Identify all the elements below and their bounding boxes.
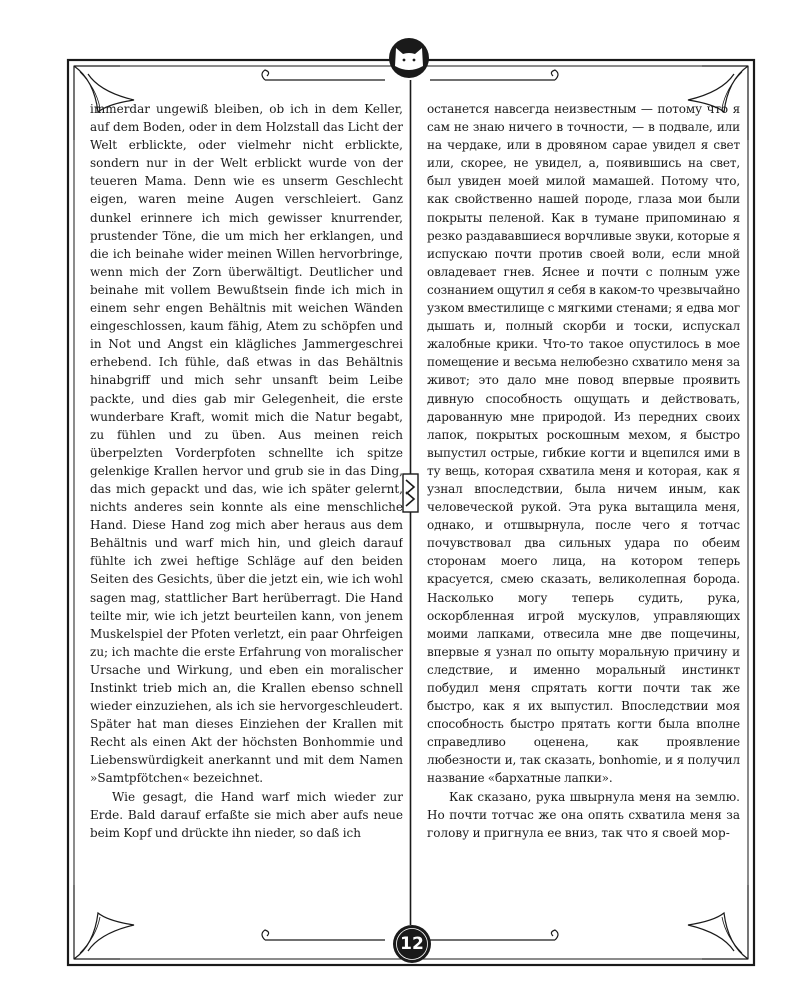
cat-head-icon [389,38,429,78]
right-paragraph: Как сказано, рука швырнула меня на землю. Но почти тотчас же она опять схватила меня за голову и пригнула ее вниз, так что я своей мор- [427,789,740,840]
page-number: 12 [400,934,424,954]
left-paragraph: immerdar ungewiß bleiben, ob ich in dem Keller, auf dem Boden, oder in dem Holzstall das Licht der Welt erblickte, oder vielmehr nicht erblickte, sondern nur in der Welt erblickt wurde von der teueren Mama. Denn wie es unserm Geschlecht eigen, waren meine Augen verschleiert. Ganz dunkel erinnere ich mich gewisser knurrender, prustender Töne, die um mich her erklangen, und die ich beinahe wider meinen Willen hervorbringe, wenn mich der Zorn überwältigt. Deutlicher und beinahe mit vollem Bewußtsein finde ich mich in einem sehr engen Behältnis mit weichen Wänden eingeschlossen, kaum fähig, Atem zu schöpfen und in Not und Angst ein klägliches Jammergeschrei erhebend. Ich fühle, daß etwas in das Behältnis hinabgriff und mich sehr unsanft beim Leibe packte, und dies gab mir Gelegenheit, die erste wunderbare Kraft, womit mich die Natur begabt, zu fühlen und zu üben. Aus meinen reich überpelzten Vorderpfoten schnellte ich spitze gelenkige Krallen hervor und grub sie in das Ding, das mich gepackt und das, wie ich später gelernt, nichts anderes sein konnte als eine menschliche Hand. Diese Hand zog mich aber heraus aus dem Behältnis und warf mich hin, und gleich darauf fühlte ich zwei heftige Schläge auf den beiden Seiten des Gesichts, über die jetzt ein, wie ich wohl sagen mag, stattlicher Bart herüberragt. Die Hand teilte mir, wie ich jetzt beurteilen kann, von jenem Muskelspiel der Pfoten verletzt, ein paar Ohrfeigen zu; ich machte die erste Erfahrung von moralischer Ursache und Wirkung, und eben ein moralischer Instinkt trieb mich an, die Krallen ebenso schnell wieder einzuziehen, als ich sie hervorgeschleudert. Später hat man dieses Einziehen der Krallen mit Recht als einen Akt der höchsten Bonhommie und Liebenswürdigkeit anerkannt und mit dem Namen »Samtpfötchen« bezeichnet. [90,102,403,786]
right-text-column [427,100,740,918]
left-text-column [90,100,403,918]
divider-ornament [403,474,418,512]
right-paragraph: останется навсегда неизвестным — потому что я сам не знаю ничего в точности, — в подвале, или на чердаке, или в дровяном сарае увидел я свет или, скорее, не увидел, а, появившись на свет, был увиден моей милой мамашей. Потому что, как свойственно нашей породе, глаза мои были покрыты пеленой. Как в тумане припоминаю я резко раздававшиеся ворчливые звуки, которые я испускаю почти против своей воли, если мной овладевает гнев. Яснее и почти с полным уже сознанием ощутил я себя в каком-то чрезвычайно узком вместилище с мягкими стенами; я едва мог дышать и, полный скорби и тоски, испускал жалобные крики. Что-то такое опустилось в мое помещение и весьма нелюбезно схватило меня за живот; это дало мне повод впервые проявить дивную способность ощущать и действовать, дарованную мне природой. Из передних своих лапок, покрытых роскошным мехом, я быстро выпустил острые, гибкие когти и вцепился ими в ту вещь, которая схватила меня и которая, как я узнал впоследствии, была ничем иным, как человеческой рукой. Эта рука вытащила меня, однако, и отшвырнула, после чего я тотчас почувствовал два сильных удара по обеим сторонам моего лица, на котором теперь красуется, смею сказать, великолепная борода. Насколько могу теперь судить, рука, оскорбленная игрой мускулов, управляющих моими лапками, отвесила мне две пощечины, впервые я узнал по опыту моральную причину и следствие, и именно моральный инстинкт побудил меня спрятать когти почти так же быстро, как я их выпустил. Впоследствии моя способность быстро прятать когти была вполне справедливо оценена, как проявление любезности и, так сказать, bonhomie, и я получил название «бархатные лапки». [427,102,740,786]
left-paragraph: Wie gesagt, die Hand warf mich wieder zur Erde. Bald darauf erfaßte sie mich aber aufs neue beim Kopf und drückte ihn nieder, so daß ich [90,789,403,840]
